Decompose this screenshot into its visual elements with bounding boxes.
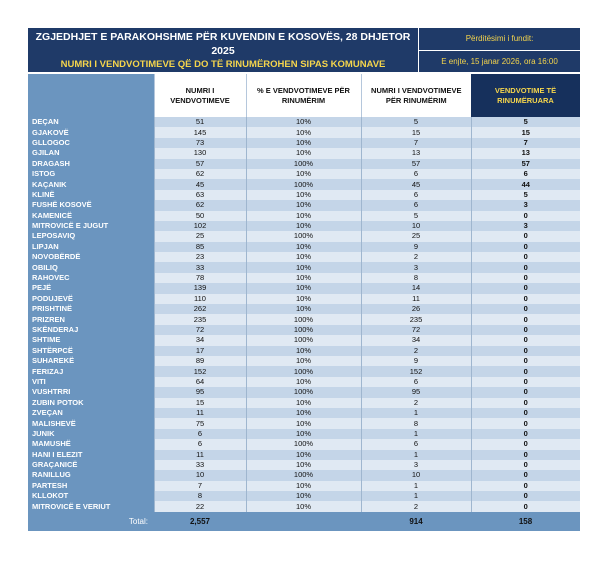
cell-municipality: KLLOKOT	[28, 491, 154, 501]
cell-percent: 10%	[246, 242, 361, 252]
table-row	[28, 387, 580, 397]
cell-percent: 10%	[246, 356, 361, 366]
cell-stations: 50	[154, 211, 246, 221]
cell-stations: 72	[154, 325, 246, 335]
update-date: E enjte, 15 janar 2026, ora 16:00	[419, 51, 580, 73]
cell-recounted: 0	[471, 429, 580, 439]
column-header-stations: NUMRI I VENDVOTIMEVE	[154, 74, 246, 117]
cell-stations: 7	[154, 481, 246, 491]
cell-to-recount: 25	[361, 231, 471, 241]
totals-recounted: 158	[471, 512, 580, 531]
table-row	[28, 273, 580, 283]
cell-to-recount: 152	[361, 366, 471, 376]
cell-stations: 62	[154, 169, 246, 179]
table-row	[28, 398, 580, 408]
cell-municipality: MAMUSHË	[28, 439, 154, 449]
cell-recounted: 0	[471, 450, 580, 460]
cell-percent: 100%	[246, 159, 361, 169]
table-row	[28, 252, 580, 262]
cell-recounted: 0	[471, 283, 580, 293]
cell-percent: 10%	[246, 117, 361, 127]
cell-municipality: PEJË	[28, 283, 154, 293]
cell-municipality: PRISHTINË	[28, 304, 154, 314]
table-row	[28, 242, 580, 252]
cell-stations: 73	[154, 138, 246, 148]
results-sheet	[28, 28, 580, 531]
cell-percent: 10%	[246, 377, 361, 387]
table-row	[28, 148, 580, 158]
table-row	[28, 366, 580, 376]
column-header-municipality	[28, 74, 154, 117]
cell-to-recount: 72	[361, 325, 471, 335]
cell-to-recount: 6	[361, 169, 471, 179]
cell-municipality: MITROVICË E JUGUT	[28, 221, 154, 231]
cell-municipality: ZVEÇAN	[28, 408, 154, 418]
cell-percent: 100%	[246, 325, 361, 335]
cell-recounted: 0	[471, 325, 580, 335]
column-header-to-recount: NUMRI I VENDVOTIMEVE PËR RINUMËRIM	[361, 74, 471, 117]
report-subtitle: NUMRI I VENDVOTIMEVE QË DO TË RINUMËROHEN SIPAS KOMUNAVE	[60, 58, 386, 70]
cell-recounted: 0	[471, 387, 580, 397]
table-row	[28, 304, 580, 314]
cell-percent: 10%	[246, 262, 361, 272]
cell-stations: 23	[154, 252, 246, 262]
cell-to-recount: 8	[361, 273, 471, 283]
cell-percent: 100%	[246, 387, 361, 397]
cell-stations: 11	[154, 450, 246, 460]
cell-recounted: 0	[471, 273, 580, 283]
cell-municipality: OBILIQ	[28, 262, 154, 272]
cell-stations: 139	[154, 283, 246, 293]
table-row	[28, 211, 580, 221]
cell-to-recount: 26	[361, 304, 471, 314]
cell-to-recount: 95	[361, 387, 471, 397]
cell-stations: 34	[154, 335, 246, 345]
cell-municipality: FUSHË KOSOVË	[28, 200, 154, 210]
cell-to-recount: 45	[361, 179, 471, 189]
cell-recounted: 0	[471, 231, 580, 241]
cell-percent: 10%	[246, 501, 361, 511]
cell-to-recount: 14	[361, 283, 471, 293]
cell-municipality: SUHAREKË	[28, 356, 154, 366]
cell-municipality: PODUJEVË	[28, 294, 154, 304]
table-row	[28, 460, 580, 470]
cell-recounted: 0	[471, 211, 580, 221]
cell-percent: 10%	[246, 346, 361, 356]
cell-to-recount: 57	[361, 159, 471, 169]
cell-municipality: FERIZAJ	[28, 366, 154, 376]
cell-to-recount: 5	[361, 211, 471, 221]
cell-municipality: VUSHTRRI	[28, 387, 154, 397]
cell-to-recount: 7	[361, 138, 471, 148]
cell-recounted: 6	[471, 169, 580, 179]
cell-stations: 75	[154, 418, 246, 428]
cell-percent: 10%	[246, 221, 361, 231]
cell-stations: 78	[154, 273, 246, 283]
cell-stations: 6	[154, 429, 246, 439]
table-row	[28, 169, 580, 179]
cell-municipality: HANI I ELEZIT	[28, 450, 154, 460]
cell-to-recount: 1	[361, 481, 471, 491]
cell-municipality: SKËNDERAJ	[28, 325, 154, 335]
table-row	[28, 377, 580, 387]
table-row	[28, 117, 580, 127]
cell-stations: 22	[154, 501, 246, 511]
cell-stations: 51	[154, 117, 246, 127]
totals-percent	[246, 512, 361, 531]
cell-to-recount: 235	[361, 314, 471, 324]
totals-stations: 2,557	[154, 512, 246, 531]
cell-percent: 10%	[246, 211, 361, 221]
table-row	[28, 429, 580, 439]
cell-to-recount: 1	[361, 408, 471, 418]
table-row	[28, 127, 580, 137]
cell-percent: 10%	[246, 450, 361, 460]
cell-stations: 45	[154, 179, 246, 189]
cell-to-recount: 1	[361, 491, 471, 501]
cell-to-recount: 10	[361, 221, 471, 231]
cell-municipality: KLINË	[28, 190, 154, 200]
cell-municipality: NOVOBËRDË	[28, 252, 154, 262]
cell-stations: 102	[154, 221, 246, 231]
cell-percent: 10%	[246, 398, 361, 408]
table-row	[28, 294, 580, 304]
cell-to-recount: 6	[361, 200, 471, 210]
cell-municipality: MALISHEVË	[28, 418, 154, 428]
cell-municipality: GRAÇANICË	[28, 460, 154, 470]
cell-recounted: 0	[471, 346, 580, 356]
header-title-block	[28, 28, 419, 72]
cell-recounted: 44	[471, 179, 580, 189]
cell-recounted: 57	[471, 159, 580, 169]
cell-recounted: 0	[471, 491, 580, 501]
cell-percent: 10%	[246, 460, 361, 470]
table-body	[28, 117, 580, 512]
cell-recounted: 0	[471, 460, 580, 470]
table-row	[28, 418, 580, 428]
cell-stations: 6	[154, 439, 246, 449]
update-info	[419, 28, 580, 72]
cell-stations: 25	[154, 231, 246, 241]
cell-percent: 100%	[246, 366, 361, 376]
table-row	[28, 491, 580, 501]
cell-percent: 10%	[246, 273, 361, 283]
cell-recounted: 0	[471, 252, 580, 262]
cell-recounted: 0	[471, 262, 580, 272]
cell-recounted: 0	[471, 408, 580, 418]
cell-stations: 11	[154, 408, 246, 418]
cell-to-recount: 9	[361, 356, 471, 366]
cell-stations: 85	[154, 242, 246, 252]
cell-stations: 15	[154, 398, 246, 408]
table-row	[28, 179, 580, 189]
table-row	[28, 221, 580, 231]
cell-municipality: DRAGASH	[28, 159, 154, 169]
cell-percent: 100%	[246, 179, 361, 189]
report-title: ZGJEDHJET E PARAKOHSHME PËR KUVENDIN E KOSOVËS, 28 DHJETOR 2025	[35, 30, 411, 57]
cell-municipality: GLLOGOC	[28, 138, 154, 148]
cell-recounted: 0	[471, 418, 580, 428]
cell-percent: 10%	[246, 138, 361, 148]
cell-municipality: GJAKOVË	[28, 127, 154, 137]
column-header-percent: % E VENDVOTIMEVE PËR RINUMËRIM	[246, 74, 361, 117]
cell-to-recount: 6	[361, 377, 471, 387]
cell-percent: 10%	[246, 294, 361, 304]
table-row	[28, 159, 580, 169]
table-row	[28, 138, 580, 148]
cell-stations: 130	[154, 148, 246, 158]
cell-to-recount: 34	[361, 335, 471, 345]
table-row	[28, 481, 580, 491]
cell-recounted: 15	[471, 127, 580, 137]
cell-stations: 63	[154, 190, 246, 200]
table-row	[28, 314, 580, 324]
cell-municipality: ZUBIN POTOK	[28, 398, 154, 408]
cell-stations: 8	[154, 491, 246, 501]
cell-recounted: 5	[471, 190, 580, 200]
cell-to-recount: 1	[361, 429, 471, 439]
cell-percent: 10%	[246, 190, 361, 200]
cell-to-recount: 1	[361, 450, 471, 460]
update-label: Përditësimi i fundit:	[419, 28, 580, 51]
cell-stations: 64	[154, 377, 246, 387]
cell-stations: 262	[154, 304, 246, 314]
cell-to-recount: 13	[361, 148, 471, 158]
cell-to-recount: 2	[361, 252, 471, 262]
cell-municipality: VITI	[28, 377, 154, 387]
cell-percent: 100%	[246, 231, 361, 241]
cell-stations: 152	[154, 366, 246, 376]
cell-to-recount: 8	[361, 418, 471, 428]
cell-recounted: 3	[471, 221, 580, 231]
table-row	[28, 262, 580, 272]
totals-to-recount: 914	[361, 512, 471, 531]
table-row	[28, 450, 580, 460]
cell-municipality: SHTIME	[28, 335, 154, 345]
cell-to-recount: 11	[361, 294, 471, 304]
cell-stations: 33	[154, 262, 246, 272]
cell-percent: 100%	[246, 470, 361, 480]
cell-percent: 100%	[246, 314, 361, 324]
table-row	[28, 439, 580, 449]
cell-percent: 10%	[246, 304, 361, 314]
cell-municipality: KAÇANIK	[28, 179, 154, 189]
cell-recounted: 0	[471, 314, 580, 324]
totals-row	[28, 512, 580, 531]
report-header	[28, 28, 580, 72]
cell-recounted: 0	[471, 398, 580, 408]
cell-stations: 17	[154, 346, 246, 356]
cell-recounted: 0	[471, 242, 580, 252]
cell-stations: 89	[154, 356, 246, 366]
cell-to-recount: 9	[361, 242, 471, 252]
cell-municipality: KAMENICË	[28, 211, 154, 221]
cell-to-recount: 6	[361, 190, 471, 200]
cell-recounted: 0	[471, 377, 580, 387]
table-row	[28, 346, 580, 356]
table-row	[28, 335, 580, 345]
cell-municipality: LIPJAN	[28, 242, 154, 252]
cell-percent: 10%	[246, 252, 361, 262]
cell-municipality: RAHOVEC	[28, 273, 154, 283]
cell-recounted: 0	[471, 304, 580, 314]
cell-recounted: 3	[471, 200, 580, 210]
cell-percent: 10%	[246, 429, 361, 439]
cell-stations: 110	[154, 294, 246, 304]
cell-municipality: JUNIK	[28, 429, 154, 439]
cell-recounted: 0	[471, 439, 580, 449]
cell-municipality: ISTOG	[28, 169, 154, 179]
cell-recounted: 0	[471, 470, 580, 480]
cell-stations: 57	[154, 159, 246, 169]
table-row	[28, 190, 580, 200]
cell-percent: 10%	[246, 491, 361, 501]
table-row	[28, 408, 580, 418]
table-row	[28, 325, 580, 335]
cell-municipality: MITROVICË E VERIUT	[28, 501, 154, 511]
cell-recounted: 13	[471, 148, 580, 158]
table-row	[28, 501, 580, 511]
cell-recounted: 0	[471, 335, 580, 345]
cell-municipality: LEPOSAVIQ	[28, 231, 154, 241]
cell-percent: 10%	[246, 283, 361, 293]
cell-to-recount: 10	[361, 470, 471, 480]
totals-label: Total:	[28, 512, 154, 531]
cell-stations: 10	[154, 470, 246, 480]
cell-stations: 33	[154, 460, 246, 470]
cell-to-recount: 3	[361, 460, 471, 470]
cell-to-recount: 2	[361, 346, 471, 356]
column-header-recounted: VENDVOTIME TË RINUMËRUARA	[471, 74, 580, 117]
cell-percent: 10%	[246, 169, 361, 179]
cell-recounted: 5	[471, 117, 580, 127]
cell-stations: 235	[154, 314, 246, 324]
table-row	[28, 356, 580, 366]
cell-percent: 100%	[246, 439, 361, 449]
cell-recounted: 0	[471, 366, 580, 376]
polling-stations-table	[28, 74, 580, 531]
cell-percent: 100%	[246, 335, 361, 345]
cell-municipality: GJILAN	[28, 148, 154, 158]
cell-percent: 10%	[246, 148, 361, 158]
cell-to-recount: 6	[361, 439, 471, 449]
cell-percent: 10%	[246, 200, 361, 210]
table-row	[28, 200, 580, 210]
cell-to-recount: 2	[361, 398, 471, 408]
cell-percent: 10%	[246, 418, 361, 428]
cell-stations: 62	[154, 200, 246, 210]
cell-to-recount: 15	[361, 127, 471, 137]
cell-municipality: DEÇAN	[28, 117, 154, 127]
table-row	[28, 470, 580, 480]
cell-municipality: SHTËRPCË	[28, 346, 154, 356]
table-header-row	[28, 74, 580, 117]
cell-stations: 95	[154, 387, 246, 397]
cell-municipality: PRIZREN	[28, 314, 154, 324]
cell-recounted: 0	[471, 356, 580, 366]
cell-percent: 10%	[246, 481, 361, 491]
cell-recounted: 0	[471, 294, 580, 304]
cell-recounted: 7	[471, 138, 580, 148]
cell-percent: 10%	[246, 127, 361, 137]
cell-recounted: 0	[471, 481, 580, 491]
cell-recounted: 0	[471, 501, 580, 511]
cell-percent: 10%	[246, 408, 361, 418]
cell-to-recount: 2	[361, 501, 471, 511]
cell-municipality: RANILLUG	[28, 470, 154, 480]
cell-stations: 145	[154, 127, 246, 137]
cell-to-recount: 5	[361, 117, 471, 127]
table-row	[28, 231, 580, 241]
cell-to-recount: 3	[361, 262, 471, 272]
table-row	[28, 283, 580, 293]
cell-municipality: PARTESH	[28, 481, 154, 491]
